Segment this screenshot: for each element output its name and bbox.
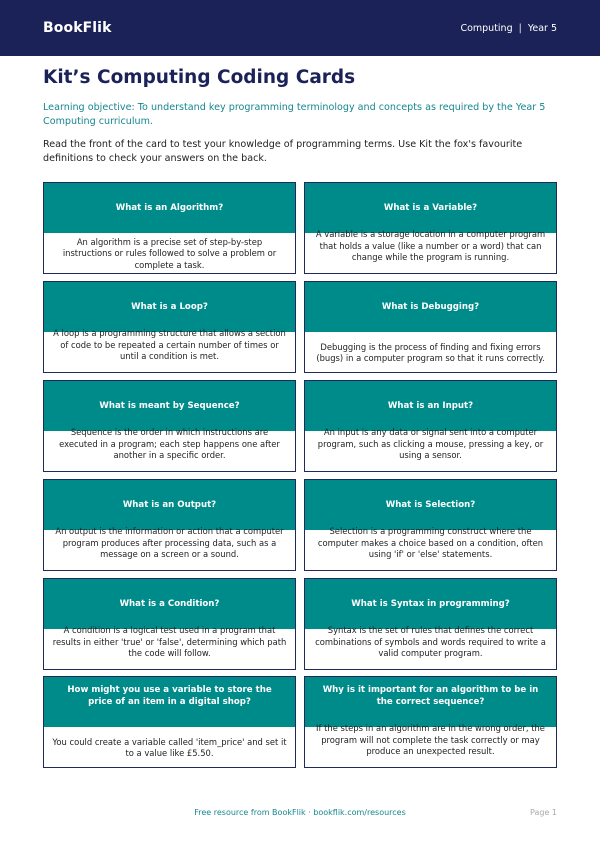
coding-card[interactable] (43, 479, 296, 571)
coding-card[interactable] (43, 578, 296, 670)
card-row (43, 578, 557, 670)
card-back: A variable is a storage location in a computer program that holds a value (like a number or a word) that can change while the program is running. (315, 229, 546, 262)
breadcrumb-year[interactable]: Year 5 (527, 22, 557, 34)
card-front: What is an Algorithm? (44, 183, 295, 233)
coding-card[interactable] (43, 676, 296, 768)
card-back: You could create a variable called 'item_price' and set it to a value like £5.50. (52, 736, 287, 758)
card-front: What is Syntax in programming? (305, 579, 556, 629)
card-back: An output is the information or action that a computer program produces after processing data, such as a message on a screen or a sound. (55, 526, 284, 559)
coding-card[interactable] (304, 676, 557, 768)
card-row (43, 182, 557, 274)
card-front: What is meant by Sequence? (44, 381, 295, 431)
footer-link[interactable]: Free resource from BookFlik · bookflik.com/resources (194, 808, 406, 817)
card-back: An input is any data or signal sent into a computer program, such as clicking a mouse, pressing a key, or using a sensor. (317, 427, 544, 460)
card-back: An algorithm is a precise set of step-by-step instructions or rules followed to solve a problem or complete a task. (62, 236, 277, 270)
card-back: Sequence is the order in which instructions are executed in a program; each step happens one after another in a specific order. (59, 427, 280, 460)
intro-text: Read the front of the card to test your knowledge of programming terms. Use Kit the fox's favourite definitions to check your answers on the back. (43, 139, 523, 164)
card-front: What is a Condition? (44, 579, 295, 629)
card-row (43, 380, 557, 472)
card-back: Syntax is the set of rules that defines the correct combinations of symbols and words required to write a valid computer program. (315, 625, 546, 658)
brand-logo[interactable]: BookFlik (43, 20, 112, 36)
breadcrumb (460, 23, 557, 34)
page-number: Page 1 (530, 808, 557, 817)
breadcrumb-subject[interactable]: Computing (460, 22, 513, 34)
coding-card[interactable] (304, 578, 557, 670)
card-back: A loop is a programming structure that allows a section of code to be repeated a certain number of times or until a condition is met. (53, 328, 286, 361)
card-row (43, 676, 557, 768)
card-back: If the steps in an algorithm are in the wrong order, the program will not complete the task correctly or may produce an unexpected result. (316, 723, 545, 756)
card-front: What is an Output? (44, 480, 295, 530)
coding-card[interactable] (304, 380, 557, 472)
page-title: Kit’s Computing Coding Cards (43, 67, 356, 88)
card-front: What is an Input? (305, 381, 556, 431)
learning-objective: Learning objective: To understand key programming terminology and concepts as required by the Year 5 Computing curriculum. (43, 102, 546, 127)
coding-card[interactable] (43, 281, 296, 373)
coding-card[interactable] (304, 479, 557, 571)
card-row (43, 281, 557, 373)
coding-card[interactable] (43, 380, 296, 472)
coding-card[interactable] (304, 182, 557, 274)
card-front: What is a Variable? (305, 183, 556, 233)
card-row (43, 479, 557, 571)
top-bar (0, 0, 600, 56)
card-front: Why is it important for an algorithm to be in the correct sequence? (305, 677, 556, 727)
coding-card[interactable] (304, 281, 557, 373)
card-front: What is a Loop? (44, 282, 295, 332)
card-back: Debugging is the process of finding and fixing errors (bugs) in a computer program so that it runs correctly. (316, 341, 545, 363)
card-front: What is Selection? (305, 480, 556, 530)
breadcrumb-separator: | (518, 22, 522, 34)
card-front: How might you use a variable to store the price of an item in a digital shop? (44, 677, 295, 727)
card-back: A condition is a logical test used in a program that results in either 'true' or 'false', determining which path the code will follow. (52, 625, 287, 658)
card-front: What is Debugging? (305, 282, 556, 332)
card-back: Selection is a programming construct where the computer makes a choice based on a condition, often using 'if' or 'else' statements. (317, 526, 544, 559)
coding-card[interactable] (43, 182, 296, 274)
